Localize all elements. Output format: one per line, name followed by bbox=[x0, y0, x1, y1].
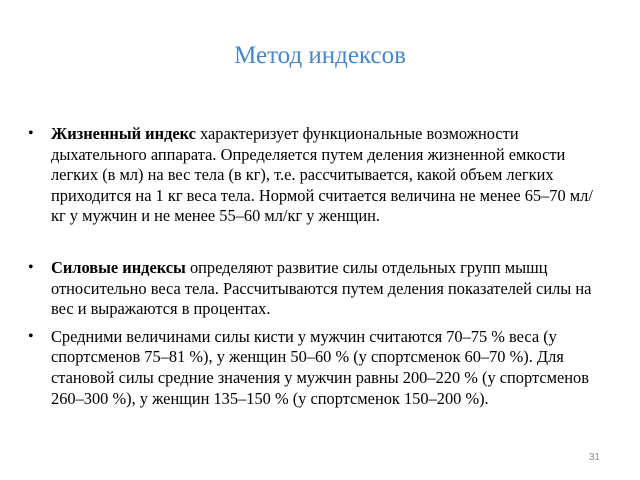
bullet-marker: • bbox=[28, 327, 34, 345]
bullet-item-vital-index bbox=[28, 124, 606, 227]
bullet-list bbox=[28, 124, 606, 409]
bullet-text: характеризует функциональные возможности дыхательного аппарата. Определяется путем деления жизненной емкости легких (в мл) на вес тела (в кг), т.е. рассчитывается, какой объем легких приходится на 1 кг веса тела. Нормой считается величина не менее 65–70 мл/кг у мужчин и не менее 55–60 мл/кг у женщин. bbox=[51, 124, 593, 226]
bullet-item-average-strength bbox=[28, 327, 606, 409]
bullet-text: Средними величинами силы кисти у мужчин считаются 70–75 % веса (у спортсменов 75–81 %), у женщин 50–60 % (у спортсменок 60–70 %). Для становой силы средние значения у мужчин равны 200–220 % (у спортсменов 260–300 %), у женщин 135–150 % (у спортсменок 150–200 %). bbox=[51, 326, 589, 408]
bullet-term: Силовые индексы bbox=[51, 257, 186, 277]
slide-title: Метод индексов bbox=[234, 42, 406, 69]
slide-number: 31 bbox=[588, 452, 600, 463]
bullet-marker: • bbox=[28, 258, 34, 276]
bullet-marker: • bbox=[28, 125, 34, 142]
bullet-item-strength-indices bbox=[28, 258, 606, 320]
bullet-term: Жизненный индекс bbox=[51, 124, 196, 143]
bullet-text: определяют развитие силы отдельных групп мышц относительно веса тела. Рассчитываются путем деления показателей силы на вес и выражаются в процентах. bbox=[51, 257, 592, 319]
